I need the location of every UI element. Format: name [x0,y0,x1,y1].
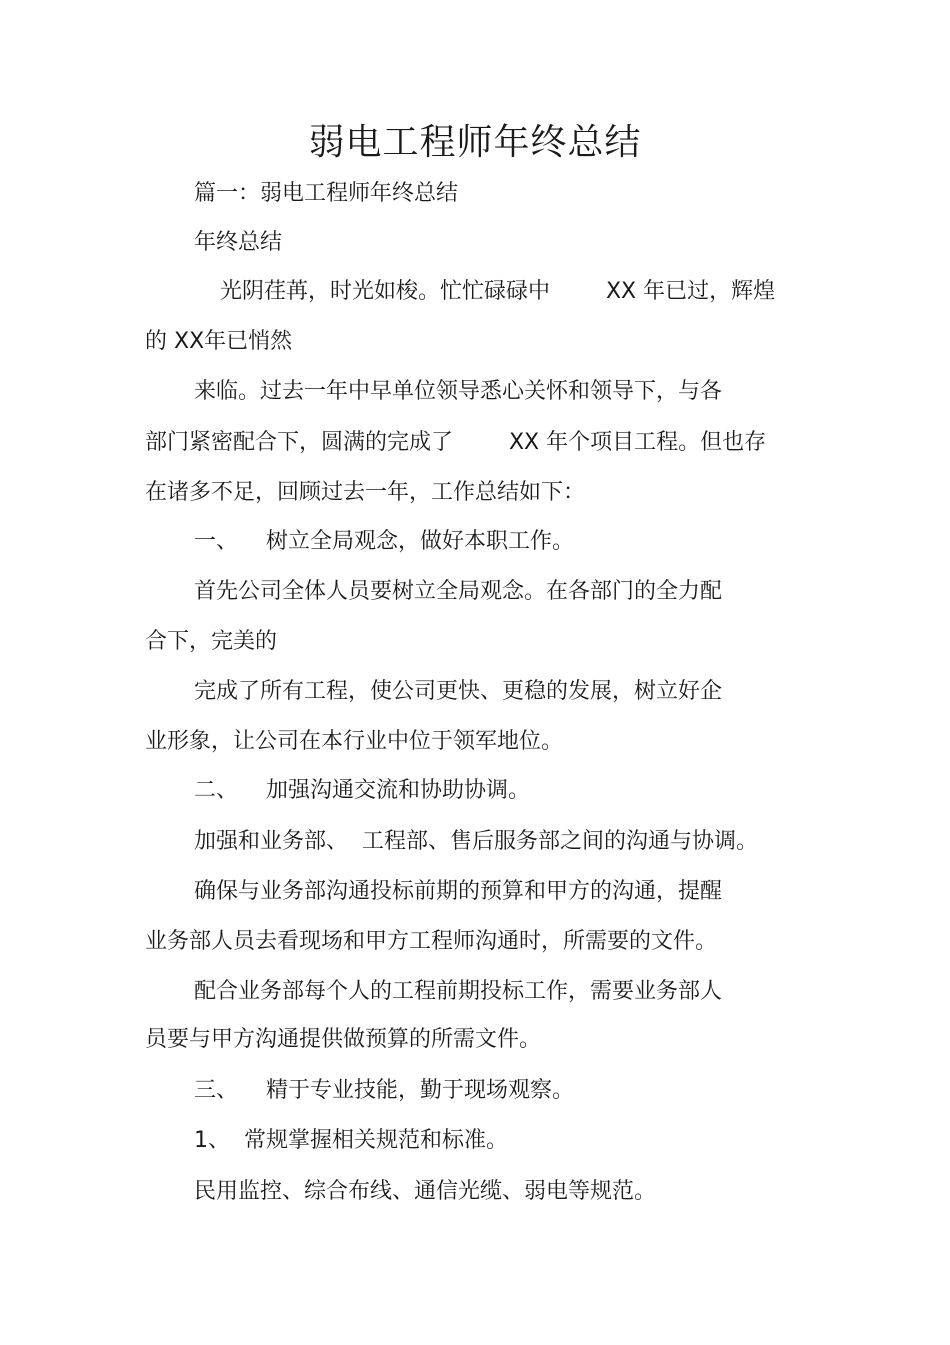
section-heading: 三、 精于专业技能，勤于现场观察。 [194,1078,574,1103]
text-line: 首先公司全体人员要树立全局观念。在各部门的全力配 [194,579,723,604]
text-line: 加强和业务部、 工程部、售后服务部之间的沟通与协调。 [194,829,758,854]
document-title: 弱电工程师年终总结 [308,122,642,163]
text-line: 的 XX年已悄然 [145,329,293,354]
text-line: 员要与甲方沟通提供做预算的所需文件。 [145,1027,542,1052]
text-line: 篇一：弱电工程师年终总结 [194,181,459,206]
text-line: 光阴荏苒，时光如梭。忙忙碌碌中 XX 年已过，辉煌 [220,279,776,304]
text-line: 配合业务部每个人的工程前期投标工作，需要业务部人 [194,979,723,1004]
text-line: 民用监控、综合布线、通信光缆、弱电等规范。 [194,1179,657,1204]
text-line: 在诸多不足，回顾过去一年，工作总结如下： [145,480,586,505]
section-heading: 二、 加强沟通交流和协助协调。 [194,778,530,803]
text-line: 年终总结 [194,230,283,255]
text-line: 合下，完美的 [145,629,278,654]
section-heading: 一、 树立全局观念，做好本职工作。 [194,529,574,554]
text-line: 业形象，让公司在本行业中位于领军地位。 [145,729,564,754]
text-line: 业务部人员去看现场和甲方工程师沟通时，所需要的文件。 [145,929,718,954]
subsection-heading: 1、 常规掌握相关规范和标准。 [194,1128,508,1153]
text-line: 来临。过去一年中早单位领导悉心关怀和领导下，与各 [194,379,723,404]
text-line: 确保与业务部沟通投标前期的预算和甲方的沟通，提醒 [194,879,723,904]
text-line: 部门紧密配合下，圆满的完成了 XX 年个项目工程。但也存 [145,430,767,455]
text-line: 完成了所有工程，使公司更快、更稳的发展，树立好企 [194,679,723,704]
